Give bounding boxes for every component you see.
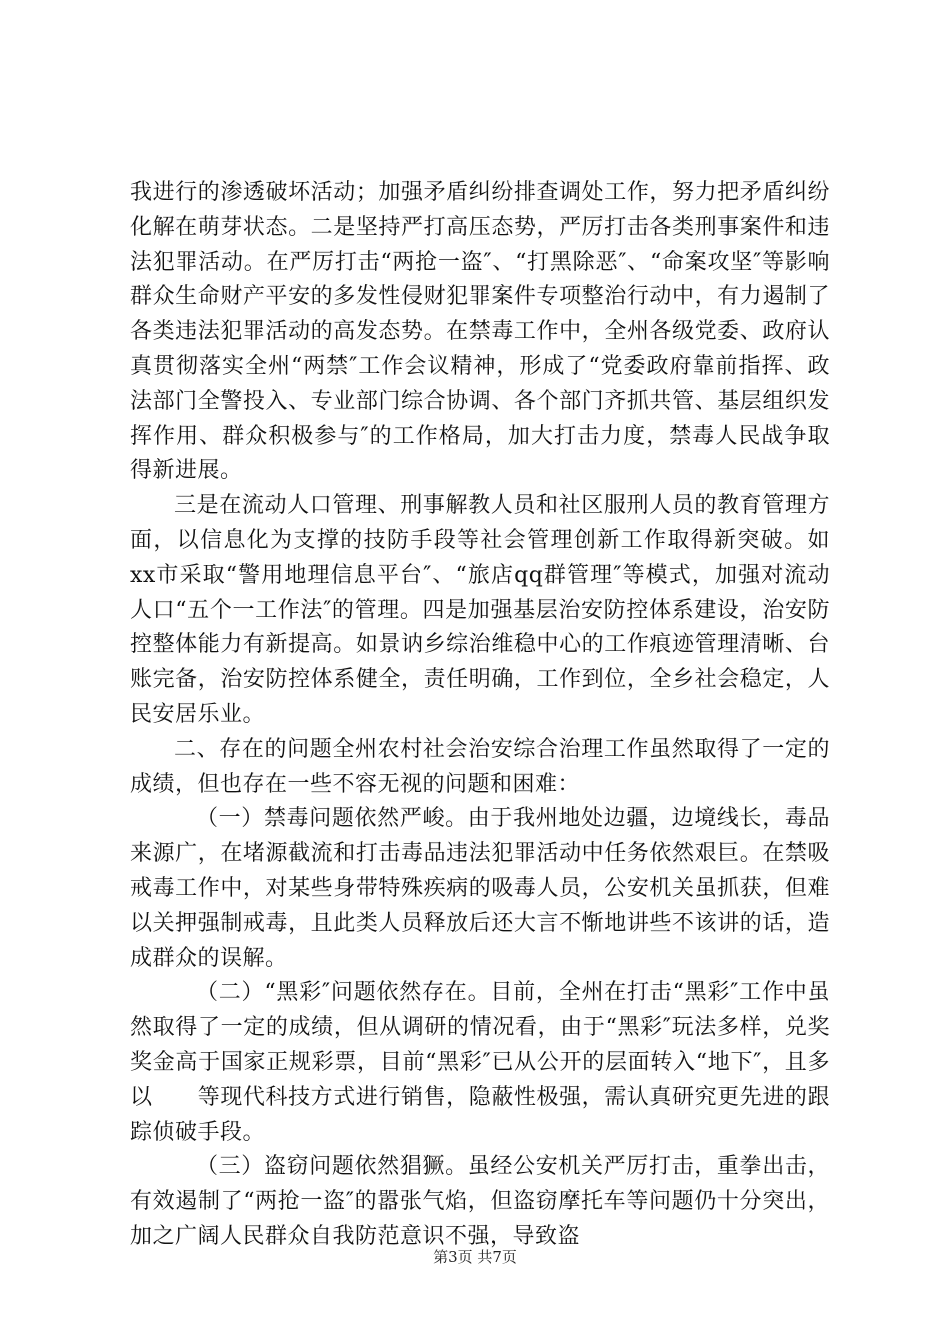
paragraph-3: 二、存在的问题全州农村社会治安综合治理工作虽然取得了一定的成绩，但也存在一些不容无视的问题和困难： — [130, 736, 830, 797]
paragraph-2: 三是在流动人口管理、刑事解教人员和社区服刑人员的教育管理方面，以信息化为支撑的技防手段等社会管理创新工作取得新突破。如xx市采取“警用地理信息平台″、“旅店qq群管理″等模式，加强对流动人口“五个一工作法″的管理。四是加强基层治安防控体系建设，治安防控整体能力有新提高。如景讷乡综治维稳中心的工作痕迹管理清晰、台账完备，治安防控体系健全，责任明确，工作到位，全乡社会稳定，人民安居乐业。 — [130, 493, 830, 727]
paragraph-6: （三）盗窃问题依然猖獗。虽经公安机关严厉打击，重拳出击，有效遏制了“两抢一盗″的嚣张气焰，但盗窃摩托车等问题仍十分突出，加之广阔人民群众自我防范意识不强，导致盗 — [130, 1154, 830, 1249]
paragraph-4: （一）禁毒问题依然严峻。由于我州地处边疆，边境线长，毒品来源广，在堵源截流和打击毒品违法犯罪活动中任务依然艰巨。在禁吸戒毒工作中，对某些身带特殊疾病的吸毒人员，公安机关虽抓获，但难以关押强制戒毒，且此类人员释放后还大言不惭地讲些不该讲的话，造成群众的误解。 — [130, 806, 830, 971]
paragraph-5: （二）“黑彩″问题依然存在。目前，全州在打击“黑彩″工作中虽然取得了一定的成绩，但从调研的情况看，由于“黑彩″玩法多样，兑奖奖金高于国家正规彩票，目前“黑彩″已从公开的层面转入“地下″，且多以 等现代科技方式进行销售，隐蔽性极强，需认真研究更先进的跟踪侦破手段。 — [130, 980, 830, 1145]
page-number-footer: 第3页 共7页 — [433, 1248, 517, 1266]
document-body — [130, 176, 830, 1255]
paragraph-1: 我进行的渗透破坏活动；加强矛盾纠纷排查调处工作，努力把矛盾纠纷化解在萌芽状态。二是坚持严打高压态势，严厉打击各类刑事案件和违法犯罪活动。在严厉打击“两抢一盗″、“打黑除恶″、“命案攻坚″等影响群众生命财产平安的多发性侵财犯罪案件专项整治行动中，有力遏制了各类违法犯罪活动的高发态势。在禁毒工作中，全州各级党委、政府认真贯彻落实全州“两禁″工作会议精神，形成了“党委政府靠前指挥、政法部门全警投入、专业部门综合协调、各个部门齐抓共管、基层组织发挥作用、群众积极参与″的工作格局，加大打击力度，禁毒人民战争取得新进展。 — [130, 180, 830, 484]
